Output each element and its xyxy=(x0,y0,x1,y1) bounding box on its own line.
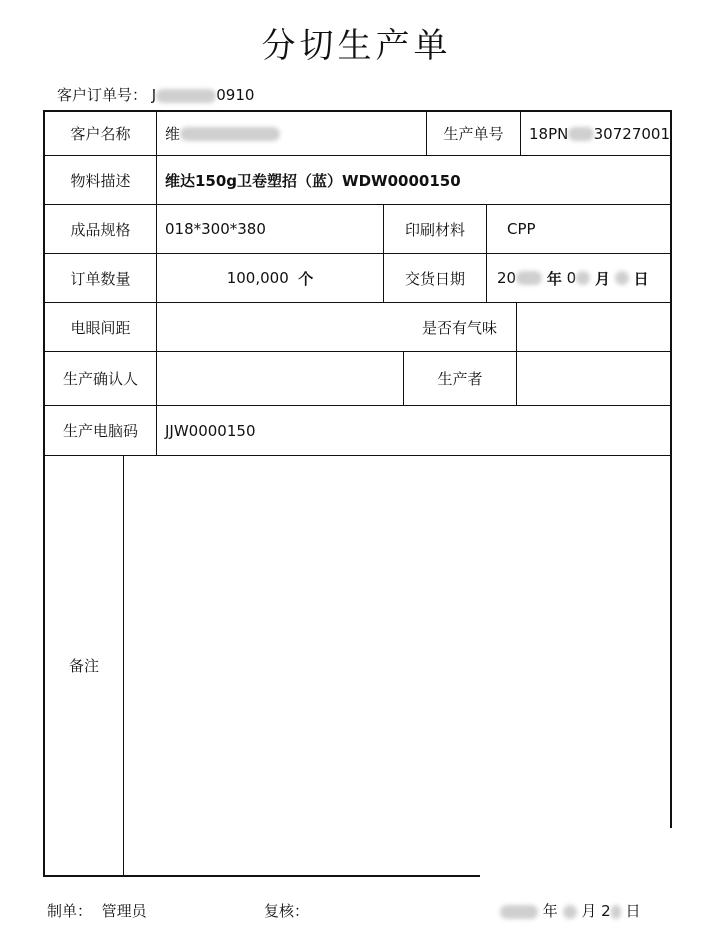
delivery-day-label: 日 xyxy=(633,269,649,288)
redacted-block xyxy=(180,127,280,141)
production-sheet xyxy=(43,110,672,876)
redacted-block xyxy=(568,127,593,141)
quantity-number: 100,000 xyxy=(226,269,289,287)
footer-month-label: 月 xyxy=(581,902,597,920)
producer-label: 生产者 xyxy=(437,370,483,388)
spec-value: 018*300*380 xyxy=(165,220,266,238)
spec-label: 成品规格 xyxy=(70,220,131,239)
redacted-block xyxy=(615,271,629,285)
redacted-block xyxy=(563,905,577,919)
pc-code-label: 生产电脑码 xyxy=(62,422,138,440)
pc-code-value: JJW0000150 xyxy=(165,421,256,440)
redacted-block xyxy=(516,271,542,285)
reviewer-label: 复核： xyxy=(264,902,310,920)
delivery-year-label: 年 xyxy=(546,269,562,288)
footer-reviewer xyxy=(264,900,309,921)
production-no-prefix: 18PN xyxy=(529,124,569,143)
producer-value xyxy=(517,352,670,405)
footer-day-prefix: 2 xyxy=(601,902,611,920)
border-right xyxy=(670,110,672,828)
odor-value xyxy=(517,303,670,351)
quantity-label: 订单数量 xyxy=(70,269,131,288)
quantity-unit: 个 xyxy=(298,269,314,288)
material-desc-value: 维达150g卫卷塑招（蓝）WDW0000150 xyxy=(165,171,461,190)
customer-name-label: 客户名称 xyxy=(70,125,131,143)
print-material-label: 印刷材料 xyxy=(404,220,465,239)
footer-maker xyxy=(47,900,147,921)
customer-order-label: 客户订单号： xyxy=(57,86,148,104)
delivery-date-label: 交货日期 xyxy=(404,269,465,288)
print-material-value: CPP xyxy=(507,220,536,238)
footer-date xyxy=(500,900,641,921)
border-bottom xyxy=(43,875,480,877)
confirmer-label: 生产确认人 xyxy=(62,370,138,388)
footer-year-label: 年 xyxy=(542,902,558,920)
customer-order-number xyxy=(57,84,254,105)
footer-day-label: 日 xyxy=(625,902,641,920)
redacted-block xyxy=(576,271,590,285)
customer-name-prefix: 维 xyxy=(165,125,181,143)
remarks-value xyxy=(124,456,670,828)
quantity-value xyxy=(157,254,383,302)
delivery-year-prefix: 20 xyxy=(497,269,517,287)
eye-distance-label: 电眼间距 xyxy=(70,318,131,337)
maker-value: 管理员 xyxy=(101,902,147,920)
customer-order-suffix: 0910 xyxy=(216,86,255,104)
customer-name-value xyxy=(157,112,426,155)
delivery-date-value xyxy=(487,254,670,302)
redacted-block xyxy=(611,905,621,919)
remarks-label: 备注 xyxy=(68,657,99,675)
production-no-suffix: 30727001 xyxy=(593,124,670,143)
production-no-value xyxy=(521,112,670,155)
page-title: 分切生产单 xyxy=(261,26,452,66)
redacted-block xyxy=(156,89,216,103)
maker-label: 制单： xyxy=(47,902,93,920)
odor-label: 是否有气味 xyxy=(421,318,497,337)
redacted-block xyxy=(500,905,538,919)
customer-order-prefix: J xyxy=(151,86,157,104)
delivery-month-prefix: 0 xyxy=(566,269,577,287)
confirmer-value xyxy=(157,352,403,405)
production-no-label: 生产单号 xyxy=(443,125,504,143)
material-desc-label: 物料描述 xyxy=(70,171,131,190)
delivery-month-label: 月 xyxy=(595,269,611,288)
